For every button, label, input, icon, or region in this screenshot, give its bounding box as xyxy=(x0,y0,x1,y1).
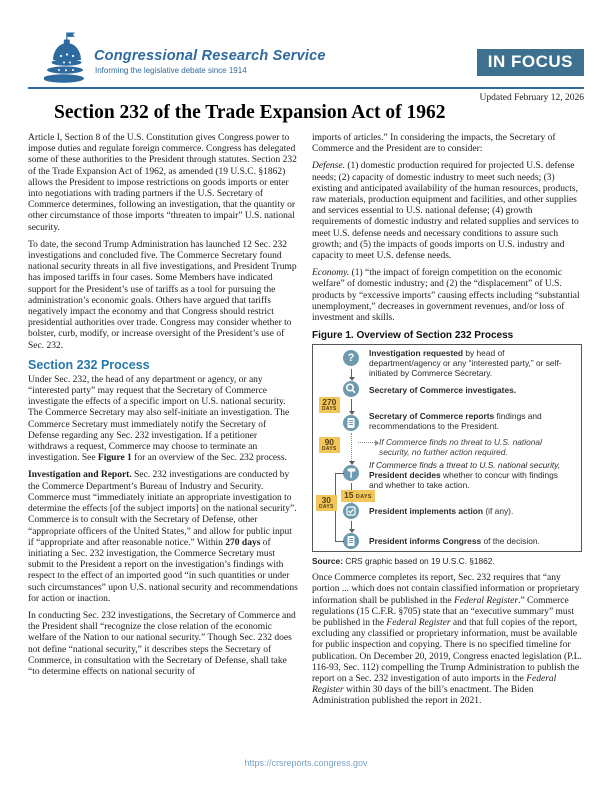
publication-paragraph: Once Commerce completes its report, Sec. 232 requires that “any portion ... which does not contain classified information or proprietary information shall be published in the Federal Register.” Commerce regulations (15 C.F.R. §705) state that an “executive summary” must be published in the Federal Register and that full copies of the report, excluding any classified or proprietary information, must be available for public inspection and copying. There is no specified timeline for publication. On December 20, 2019, Congress enacted legislation (P.L. 116-93, Sec. 112) compelling the Trump Administration to publish the report on a Sec. 232 investigation of auto imports in the Federal Register within 30 days of the bill’s enactment. The Biden Administration published the report in 2021. xyxy=(312,573,582,707)
left-column xyxy=(28,133,298,714)
section-232-process-heading: Section 232 Process xyxy=(28,357,150,372)
right-column xyxy=(312,133,582,714)
branch-arrow xyxy=(358,442,375,443)
90-days-badge: 90 DAYS xyxy=(319,437,340,453)
brand-tagline: Informing the legislative debate since 1914 xyxy=(95,66,247,75)
bracket-line xyxy=(335,541,344,542)
footer-link[interactable]: https://crsreports.congress.gov xyxy=(244,758,368,768)
in-focus-badge: IN FOCUS xyxy=(477,49,584,76)
figure-step-1: Investigation requested by head of department/agency or any “interested party,” or self-initiated by Commerce Secretary. xyxy=(369,348,562,379)
bracket-line xyxy=(335,473,344,474)
figure-step-4: If Commerce finds a threat to U.S. national security, President decides whether to concur with findings and whether to take action. xyxy=(369,460,561,491)
conditional-flow-arrow xyxy=(351,433,352,461)
figure-step-3: Secretary of Commerce reports findings and recommendations to the President. xyxy=(369,411,542,432)
figure-step-5: President implements action (if any). xyxy=(369,506,514,517)
defense-factors-paragraph: Defense. (1) domestic production required for projected U.S. defense needs; (2) capacity of domestic industry to meet such needs; (3) existing and anticipated availability of the human resources, products, raw materials, production equipment and facilities, and other supplies and services essential to U.S. national defense; (4) growth requirements of domestic industry and related supplies and services to meet U.S. defense needs and necessary conditions to assure such growth; and (5) the impacts of goods imports on U.S. industry and capacity to meet U.S. defense needs. xyxy=(312,161,579,262)
30-days-badge: 30 DAYS xyxy=(316,495,337,511)
intro-paragraph: Article I, Section 8 of the U.S. Constitution gives Congress power to impose duties and regulate foreign commerce. Congress has delegated some of these authorities to the President through statutes. Section 232 of the Trade Expansion Act of 1962, as amended (19 U.S.C. §1862) allows the President to impose restrictions on goods imports or enter into negotiations with trading partners if the U.S. Secretary of Commerce determines, following an investigation, that the quantity or other circumstance of those imports “threaten to impair” U.S. national security. xyxy=(28,133,297,233)
page-footer xyxy=(0,753,612,771)
check-icon xyxy=(343,503,359,519)
flow-arrow xyxy=(351,369,352,377)
investigation-report-paragraph: Investigation and Report. Sec. 232 investigations are conducted by the Commerce Department’s Bureau of Industry and Security. Commerce must “immediately initiate an appropriate investigation to determine the effects [of the subject imports] on the national security”. Commerce is to consult with the Secretary of Defense, other “appropriate officers of the United States,” and allow for public input if “appropriate and after reasonable notice.” Within 270 days of initiating a Sec. 232 investigation, the Commerce Secretary must submit to the President a report on the investigation’s findings with respect to the effect of an imported good “in such quantities or under such circumstances” upon U.S. national security and recommendations for action or inaction. xyxy=(28,470,298,604)
flow-arrow xyxy=(351,399,352,411)
270-days-badge: 270 DAYS xyxy=(319,397,340,413)
brand-name: Congressional Research Service xyxy=(94,48,326,64)
magnifier-icon xyxy=(343,381,359,397)
national-security-paragraph: In conducting Sec. 232 investigations, the Secretary of Commerce and the President shall “recognize the close relation of the economic welfare of the Nation to our national security.” Though Sec. 232 does not define “national security,” it describes steps the Secretary of Commerce, in consultation with the Secretary of Defense, shall take “to determine effects on national security of xyxy=(28,610,296,677)
economy-factors-paragraph: Economy. (1) “the impact of foreign competition on the economic welfare” of domestic industry; and (2) the “displacement” of U.S. products by “excessive imports” causing effects including “substantial unemployment,” decreases in government revenues, and/or loss of investment and skills. xyxy=(312,268,580,324)
figure-step-6: President informs Congress of the decision. xyxy=(369,536,540,547)
figure-1-diagram xyxy=(312,344,582,552)
updated-date: Updated February 12, 2026 xyxy=(479,93,584,103)
figure-source-note: Source: CRS graphic based on 19 U.S.C. §1862. xyxy=(312,556,495,567)
figure-1-title: Figure 1. Overview of Section 232 Process xyxy=(312,330,514,342)
signpost-icon xyxy=(343,465,359,481)
trump-admin-paragraph: To date, the second Trump Administration has launched 12 Sec. 232 investigations and concluded five. The Commerce Secretary found national security threats in all five investigations, and President Trump has imposed tariffs in four cases. Some Members have indicated support for the President’s use of tariffs as a tool for pursuing the administration’s economic goals. Others have argued that tariffs negatively impact the economy and that Congress should restrict presidential authorities over trade. Congress may consider whether to bolster, curb, modify, or increase oversight of the President’s use of Sec. 232. xyxy=(28,239,297,351)
page-title: Section 232 of the Trade Expansion Act of 1962 xyxy=(54,102,446,123)
crs-capitol-logo-icon xyxy=(44,31,90,87)
figure-step-2: Secretary of Commerce investigates. xyxy=(369,385,517,396)
question-icon: ? xyxy=(343,350,359,366)
document-icon xyxy=(343,533,359,549)
15-days-badge: 15 DAYS xyxy=(341,490,375,502)
body-columns xyxy=(28,133,584,714)
header-divider xyxy=(28,87,584,89)
process-paragraph: Under Sec. 232, the head of any department or agency, or any “interested party” may request that the Secretary of Commerce investigate the effects of a specific import on U.S. national security. The Commerce Secretary may also self-initiate an investigation. The Commerce Secretary must immediately notify the Secretary of Defense regarding any Sec. 232 investigation. If a petitioner withdraws a request, Commerce may choose to terminate an investigation. See Figure 1 for an overview of the Sec. 232 process. xyxy=(28,374,290,464)
flow-arrow xyxy=(351,521,352,529)
figure-no-threat-note: If Commerce finds no threat to U.S. national security, no further action required. xyxy=(379,437,542,458)
imports-continuation-paragraph: imports of articles.” In considering the impacts, the Secretary of Commerce and the President are to consider: xyxy=(312,133,556,155)
report-icon xyxy=(343,415,359,431)
